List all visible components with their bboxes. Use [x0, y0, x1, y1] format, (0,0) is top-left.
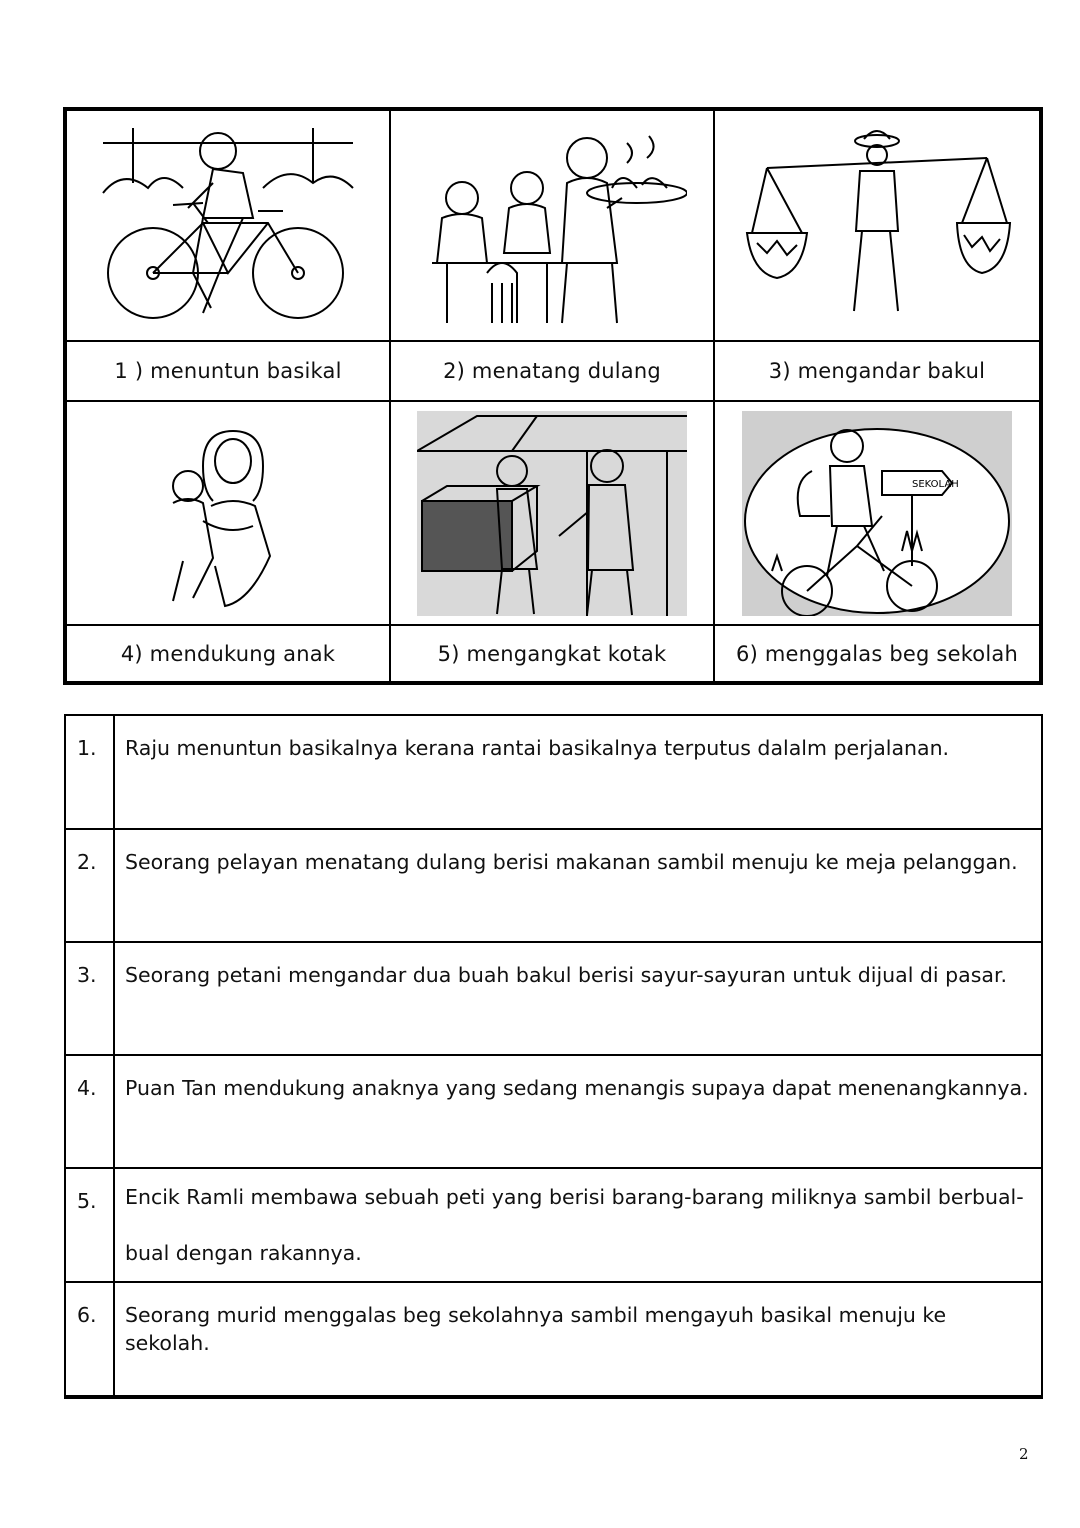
caption-cell-6	[715, 626, 1039, 681]
picture-caption: 5) mengangkat kotak	[437, 641, 667, 666]
caption-cell-2	[391, 342, 715, 402]
sentence-number: 4.	[66, 1056, 115, 1169]
page-number: 2	[1019, 1445, 1029, 1463]
sentence-text: Seorang murid menggalas beg sekolahnya sambil mengayuh basikal menuju ke sekolah.	[125, 1303, 947, 1355]
picture-caption: 6) menggalas beg sekolah	[736, 641, 1018, 666]
sentence-number: 6.	[66, 1283, 115, 1395]
picture-cell-4	[67, 402, 391, 626]
boy-walking-bicycle-illustration	[93, 123, 363, 328]
picture-caption: 3) mengandar bakul	[768, 359, 986, 383]
sentence-number: 3.	[66, 943, 115, 1056]
sentence-table	[64, 714, 1043, 1399]
man-lifting-box-illustration	[417, 411, 687, 616]
waiter-carrying-tray-illustration	[417, 123, 687, 328]
sentence-text: Encik Ramli membawa sebuah peti yang berisi barang-barang miliknya sambil berbual-bual dengan rakannya.	[115, 1169, 1041, 1283]
picture-cell-1	[67, 111, 391, 342]
caption-cell-3	[715, 342, 1039, 402]
caption-cell-1	[67, 342, 391, 402]
sentence-number: 5.	[66, 1169, 115, 1283]
farmer-carrying-baskets-illustration	[742, 123, 1012, 328]
sentence-number: 2.	[66, 830, 115, 943]
student-cycling-to-school-illustration	[742, 411, 1012, 616]
picture-cell-2	[391, 111, 715, 342]
picture-cell-3	[715, 111, 1039, 342]
sentence-text: Puan Tan mendukung anaknya yang sedang menangis supaya dapat menenangkannya.	[115, 1056, 1041, 1169]
picture-grid	[63, 107, 1043, 685]
sentence-number: 1.	[66, 716, 115, 830]
picture-caption: 1 ) menuntun basikal	[114, 359, 342, 383]
sentence-text: Raju menuntun basikalnya kerana rantai basikalnya terputus dalalm perjalanan.	[115, 716, 1041, 830]
picture-caption: 2) menatang dulang	[443, 359, 661, 383]
caption-cell-4	[67, 626, 391, 681]
picture-cell-6	[715, 402, 1039, 626]
caption-cell-5	[391, 626, 715, 681]
picture-caption: 4) mendukung anak	[120, 641, 336, 666]
school-sign-text: SEKOLAH	[912, 478, 959, 490]
picture-cell-5	[391, 402, 715, 626]
sentence-text: Seorang petani mengandar dua buah bakul berisi sayur-sayuran untuk dijual di pasar.	[115, 943, 1041, 1056]
mother-holding-child-illustration	[93, 411, 363, 616]
sentence-text: Seorang pelayan menatang dulang berisi makanan sambil menuju ke meja pelanggan.	[115, 830, 1041, 943]
